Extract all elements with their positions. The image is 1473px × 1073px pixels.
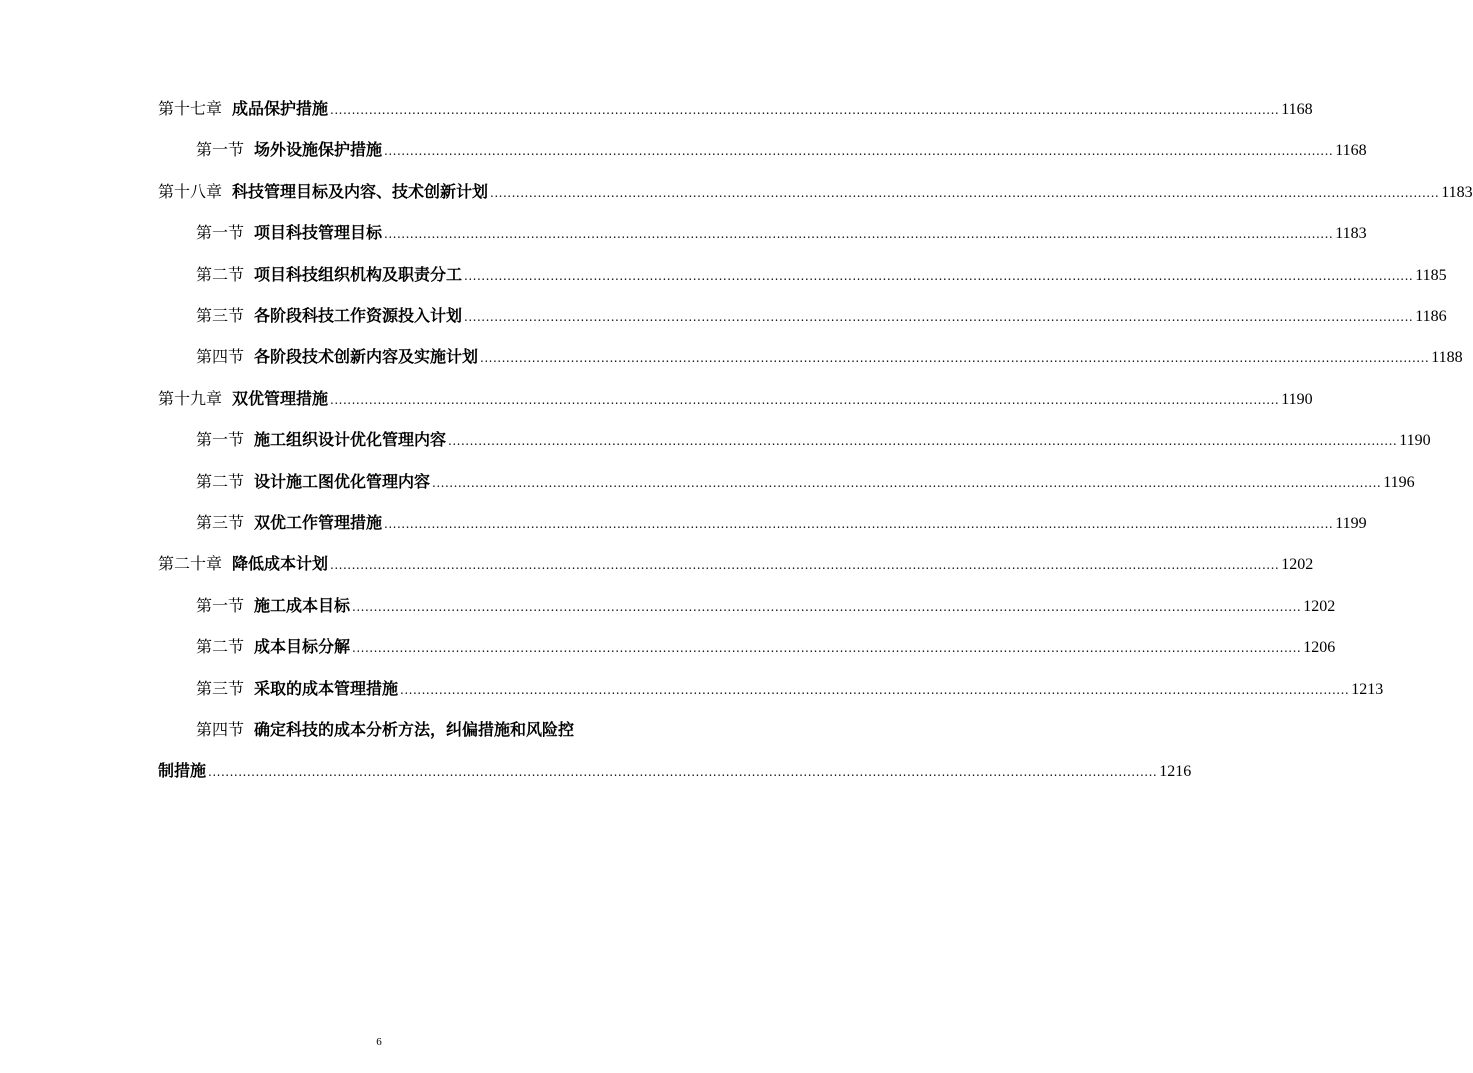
dot-leader: ............................................................................................................................................................................................................................ [464,268,1414,283]
toc-entry-title: 采取的成本管理措施 [254,678,399,698]
toc-entry-number: 第三节 [196,306,245,325]
toc-entry-number: 第三节 [196,513,245,532]
toc-entry-title: 项目科技管理目标 [254,223,383,243]
page-number: 6 [376,1036,382,1048]
toc-entry-title: 各阶段技术创新内容及实施计划 [254,347,479,367]
toc-section-entry[interactable] [196,263,1447,287]
dot-leader: ............................................................................................................................................................................................................................ [208,765,1158,780]
toc-entry-number: 第十九章 [158,388,223,408]
toc-section-entry[interactable] [196,594,1336,618]
toc-section-entry[interactable] [196,635,1336,659]
toc-entry-title: 制措施 [158,761,207,781]
toc-entry-number: 第十七章 [158,99,223,118]
toc-section-entry[interactable] [196,221,1367,245]
toc-entry-title: 双优管理措施 [232,388,329,408]
toc-section-entry[interactable] [196,138,1367,162]
toc-entry-title: 双优工作管理措施 [254,513,383,532]
toc-section-entry[interactable] [196,304,1447,328]
toc-page-number: 1199 [1335,515,1367,532]
toc-page-number: 1190 [1399,432,1431,450]
toc-section-entry[interactable] [196,428,1431,452]
toc-section-entry[interactable] [196,718,638,742]
toc-page-number: 1186 [1415,308,1447,325]
dot-leader: ............................................................................................................................................................................................................................ [432,475,1382,490]
toc-page-number: 1206 [1303,639,1336,657]
dot-leader: ............................................................................................................................................................................................................................ [384,144,1334,159]
toc-entry-number: 第一节 [196,140,245,160]
toc-entry-title: 场外设施保护措施 [254,140,383,160]
toc-entry-number: 第三节 [196,678,245,698]
dot-leader: ............................................................................................................................................................................................................................ [384,227,1334,242]
toc-page-number: 1213 [1351,680,1384,698]
dot-leader: ............................................................................................................................................................................................................................ [352,599,1302,614]
toc-entry-number: 第一节 [196,223,245,243]
toc-page-number: 1168 [1281,101,1313,118]
toc-page-number: 1202 [1303,597,1336,615]
toc-entry-number: 第二节 [196,471,245,491]
toc-page-number: 1188 [1431,349,1463,367]
dot-leader: ............................................................................................................................................................................................................................ [330,103,1280,117]
toc-page-number: 1168 [1335,142,1367,160]
dot-leader: ............................................................................................................................................................................................................................ [352,641,1302,656]
toc-page-number: 1190 [1281,390,1313,408]
toc-chapter-entry[interactable] [158,180,1473,204]
toc-page-number: 1216 [1159,763,1192,781]
toc-entry-title: 项目科技组织机构及职责分工 [254,264,463,284]
dot-leader: ............................................................................................................................................................................................................................ [490,185,1440,200]
toc-entry-title: 各阶段科技工作资源投入计划 [254,306,463,325]
toc-section-entry[interactable] [196,470,1415,494]
toc-section-entry[interactable] [196,511,1367,535]
toc-entry-title: 成品保护措施 [232,99,329,118]
dot-leader: ............................................................................................................................................................................................................................ [330,392,1280,407]
toc-chapter-entry[interactable] [158,387,1313,411]
toc-entry-number: 第四节 [196,720,245,739]
toc-page-number: 1202 [1281,556,1314,574]
dot-leader: ............................................................................................................................................................................................................................ [448,434,1398,449]
toc-page-number: 1183 [1441,183,1473,201]
toc-entry-number: 第二十章 [158,554,223,574]
dot-leader: ............................................................................................................................................................................................................................ [384,517,1334,531]
dot-leader: ............................................................................................................................................................................................................................ [464,310,1414,324]
toc-entry-number: 第一节 [196,430,245,450]
toc-entry-title: 确定科技的成本分析方法，纠偏措施和风险控 [254,720,575,739]
toc-chapter-entry[interactable] [158,552,1314,576]
toc-entry-number: 第二节 [196,264,245,284]
toc-entry-number: 第十八章 [158,181,223,201]
toc-page-number: 1183 [1335,225,1367,243]
toc-entry-number: 第一节 [196,595,245,615]
toc-page-number: 1185 [1415,266,1447,284]
toc-section-entry[interactable] [196,677,1384,701]
toc-entry-title: 施工组织设计优化管理内容 [254,430,447,450]
dot-leader: ............................................................................................................................................................................................................................ [400,682,1350,697]
toc-page-number: 1196 [1383,473,1415,491]
toc-entry-number: 第四节 [196,347,245,367]
toc-section-entry[interactable] [158,759,1192,783]
toc-section-entry[interactable] [196,345,1463,369]
toc-chapter-entry[interactable] [158,97,1313,121]
toc-entry-title: 科技管理目标及内容、技术创新计划 [232,181,489,201]
toc-entry-number: 第二节 [196,637,245,657]
toc-entry-title: 施工成本目标 [254,595,351,615]
toc-entry-title: 降低成本计划 [232,554,329,574]
dot-leader: ............................................................................................................................................................................................................................ [480,351,1430,366]
toc-entry-title: 设计施工图优化管理内容 [254,471,431,491]
toc-entry-title: 成本目标分解 [254,637,351,657]
dot-leader: ............................................................................................................................................................................................................................ [330,558,1280,573]
